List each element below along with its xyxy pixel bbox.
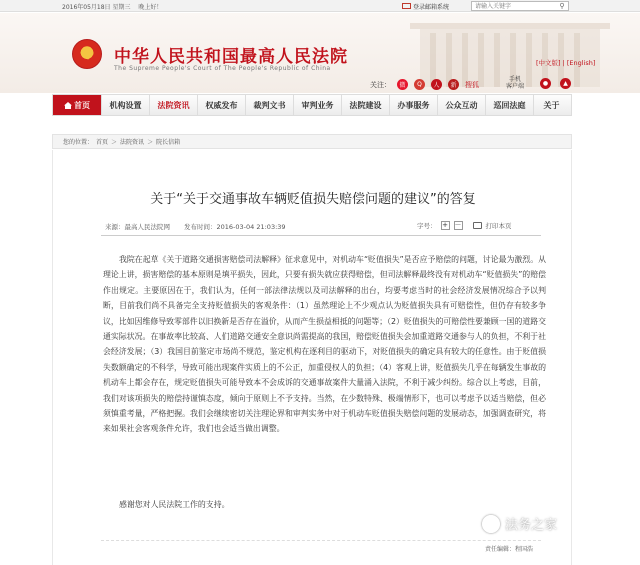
nav-item-court-building[interactable]: 法院建设 xyxy=(342,95,390,115)
article-title: 关于“关于交通事故车辆贬值损失赔偿问题的建议”的答复 xyxy=(150,192,476,207)
follow-label: 关注： xyxy=(370,80,391,89)
current-date: 2016年05月18日 星期三 晚上好！ xyxy=(62,4,163,11)
printer-icon[interactable] xyxy=(473,222,482,229)
nav-item-releases[interactable]: 权威发布 xyxy=(198,95,246,115)
nav-item-interaction[interactable]: 公众互动 xyxy=(438,95,486,115)
mobile-label-2: 客户端 xyxy=(506,83,525,90)
breadcrumb-separator: ＞ xyxy=(147,139,154,146)
article-meta xyxy=(105,222,286,231)
watermark-text: 法务之家 xyxy=(505,518,558,533)
top-bar xyxy=(0,0,640,12)
nav-item-judgments[interactable]: 裁判文书 xyxy=(246,95,294,115)
search-input[interactable] xyxy=(472,2,556,10)
android-icon[interactable]: ▲ xyxy=(560,78,571,89)
watermark xyxy=(482,514,557,533)
print-link[interactable]: 打印本页 xyxy=(485,222,512,230)
watermark-logo-icon xyxy=(482,515,500,533)
breadcrumb-separator: ＞ xyxy=(111,139,118,146)
nav-item-agencies[interactable]: 机构设置 xyxy=(102,95,150,115)
nav-item-about[interactable]: 关于 xyxy=(543,100,560,110)
article-source: 来源：最高人民法院网 xyxy=(105,223,170,231)
article-paragraph-1: 我院在起草《关于道路交通损害赔偿司法解释》征求意见中，对机动车“贬值损失”是否应予赔偿的问题，讨论最为激烈。从理论上讲，损害赔偿的基本原则是填平损失，因此，只要有损失就应获得赔偿，但司法解释最终没有对机动车“贬值损失”的赔偿作出规定。主要原因在于，我们认为，任何一部法律法规以及司法解释的出台，均要考虑当时的社会经济发展情况综合予以判断，目前我们尚不具备完全支持贬值损失的客观条件：（1）虽然理论上不少观点认为贬值损失具有可赔偿性，但仍存有较多争议，比如因维修导致零部件以旧换新是否存在溢价，从而产生损益相抵的问题等；（2）贬值损失的可赔偿性要兼顾一国的道路交通实际状况。在事故率比较高、人们道路交通安全意识尚需提高的我国，赔偿贬值损失会加重道路交通参与人的负担，不利于社会经济发展；（3）我国目前鉴定市场尚不规范，鉴定机构在逐利目的驱动下，对贬值损失的确定具有较大的任意性。由于贬值损失数额确定的不科学，导致可能出现案件实质上的不公正，加重侵权人的负担；（4）客观上讲，贬值损失几乎在每辆发生事故的机动车上都会存在，规定贬值损失可能导致本不会成诉的交通事故案件大量涌入法院，不利于减少纠纷。综合以上考虑，目前，我们对该项损失的赔偿持谨慎态度，倾向于原则上不予支持。当然，在少数特殊、极端情形下，也可以考虑予以适当赔偿，但必须慎重考量，严格把握。我们会继续密切关注理论界和审判实务中对于机动车贬值损失赔偿问题的发展动态，加强调查研究，将来如果社会客观条件允许，我们也会适当做出调整。 xyxy=(103,255,546,434)
language-switch[interactable]: [中文版] | [English] xyxy=(536,59,596,67)
nav-item-circuit-court[interactable]: 巡回法庭 xyxy=(486,95,534,115)
article-container xyxy=(52,150,572,565)
title-divider xyxy=(101,235,541,236)
article-paragraph-2: 感谢您对人民法院工作的支持。 xyxy=(119,500,230,509)
site-title[interactable]: 中华人民共和国最高人民法院 xyxy=(114,47,348,67)
people-icon[interactable]: 人 xyxy=(431,79,442,90)
mobile-client-link[interactable] xyxy=(506,76,524,90)
site-subtitle: The Supreme People's Court of The People's Republic of China xyxy=(114,65,331,72)
site-header xyxy=(0,13,640,93)
article-published: 发布时间：2016-03-04 21:03:39 xyxy=(184,223,286,231)
login-mail-link[interactable] xyxy=(402,1,449,11)
font-increase-button[interactable]: + xyxy=(442,221,448,229)
follow-bar xyxy=(370,79,479,90)
nav-item-services[interactable]: 办事服务 xyxy=(390,95,438,115)
main-nav xyxy=(52,94,572,116)
breadcrumb-item-mailbox[interactable]: 院长信箱 xyxy=(156,139,181,146)
qq-icon[interactable]: Q xyxy=(414,79,425,90)
font-decrease-button[interactable]: － xyxy=(454,221,462,229)
editor-divider xyxy=(101,540,541,541)
search-box xyxy=(471,1,569,11)
breadcrumb-item-home[interactable]: 首页 xyxy=(96,139,109,146)
nav-item-trial-business[interactable]: 审判业务 xyxy=(294,95,342,115)
login-mail-label: 登录邮箱系统 xyxy=(413,3,450,11)
font-size-label: 字号： xyxy=(417,222,437,230)
breadcrumb-item-news[interactable]: 法院资讯 xyxy=(120,139,145,146)
nav-item-home[interactable] xyxy=(53,95,102,115)
nav-item-court-news[interactable]: 法院资讯 xyxy=(150,95,198,115)
search-icon[interactable]: ⚲ xyxy=(559,2,565,10)
home-icon xyxy=(64,102,72,109)
breadcrumb-prefix: 您的位置： xyxy=(63,139,94,146)
apple-icon[interactable]: ● xyxy=(540,78,551,89)
breadcrumb xyxy=(52,134,572,149)
nav-item-home-label: 首页 xyxy=(74,100,90,110)
national-emblem-logo[interactable] xyxy=(72,39,102,69)
sohu-link[interactable]: 搜狐 xyxy=(465,80,479,89)
article-tools xyxy=(417,221,512,230)
mail-icon xyxy=(402,3,411,9)
mobile-label-1: 手机 xyxy=(509,76,522,83)
article-editor: 责任编辑：程国浩 xyxy=(485,546,534,553)
weibo-icon[interactable]: 微 xyxy=(397,79,408,90)
xinhua-icon[interactable]: 新 xyxy=(448,79,459,90)
